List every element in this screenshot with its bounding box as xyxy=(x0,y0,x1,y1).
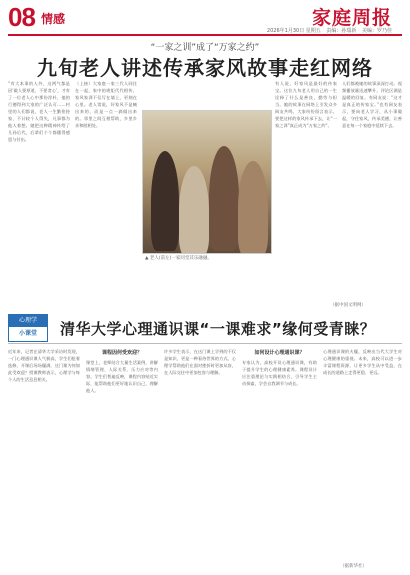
photo-caption: ▲ 老人(前左)一家同堂其乐融融。 xyxy=(145,256,212,261)
article2-headline: 清华大学心理通识课“一课难求”缘何受青睐？ xyxy=(60,320,376,338)
article-kicker: “一家之训”成了“万家之约” xyxy=(150,43,260,53)
article-text: “有大本事的人外，这两气都是因‘做人要厚道、不要贪心’，才有了一位老人心中那份淳朴，他的行德得到大家的广泛认可……村里的人们都说，老人一生勤俭持家，不计较个人得失，凡事都为他人着想。她把这种精神传给了儿孙后代，后辈们个个都懂得感恩与付出。 xyxy=(8,81,70,142)
article2-credit: （据新华社） xyxy=(340,564,367,569)
article-column-4 xyxy=(275,80,337,305)
photo-figure xyxy=(209,146,239,251)
page-number: 08 xyxy=(8,2,35,32)
article-text: 专家认为，高校开设心理通识课，有助于提升学生的心理健康素养。课程设计应注重理论与实践相结合，引导学生主动探索，学会自我调节与成长。 xyxy=(242,360,317,386)
designer-text: 美编：罗乃佳 xyxy=(361,28,392,34)
section-divider xyxy=(8,343,402,344)
photo-figure xyxy=(238,161,268,254)
article2-column-3 xyxy=(164,348,236,568)
article2-column-2 xyxy=(86,348,158,568)
badge-line-2: 小课堂 xyxy=(18,330,37,337)
article-text: 人们都被她的故事深深打动。视频播放量迅速攀升，评论区满是温暖的回复。有网友说：“这才是真正的传家宝。”也有网友表示，要向老人学习，从小事做起，守住家风，传承美德，让善意在每一个家庭中延续下去。 xyxy=(342,81,402,128)
article-text: 心理通识课的火爆，反映出当代大学生对心理健康的重视。未来，高校可以进一步丰富课程资源，让更多学生从中受益，在成长的道路上走得更稳、更远。 xyxy=(323,349,402,375)
photo-figure xyxy=(151,151,179,251)
editor-text: 责编：孙瑞新 xyxy=(326,28,357,34)
article-text: 课堂上，老师结合大量生活案例，讲解情绪管理、人际关系、压力应对等内容。学生们普遍反映，课程内容贴近实际，能帮助他们更好地认识自己、理解他人。 xyxy=(86,360,158,393)
section-title: 情感 xyxy=(41,12,66,26)
date-text: 2026年1月30日 星期五 xyxy=(266,28,321,34)
article2-column-4 xyxy=(242,348,317,568)
article-column-1 xyxy=(8,80,70,305)
article2-column-5 xyxy=(323,348,402,560)
article-text: 许多学生表示，在这门课上学到的不仅是知识，更是一种看待世界的方式。心理学帮助他们在面对挫折时更加从容，在人际交往中更加包容与理解。 xyxy=(164,349,236,375)
article2-subhead: 课程因何受欢迎？ xyxy=(101,350,142,356)
article2-column-1 xyxy=(8,348,80,568)
article-headline: 九旬老人讲述传承家风故事走红网络 xyxy=(37,56,373,80)
article-text: 有人说，好家风是最好的传家宝。这位九旬老人用自己的一生诠释了什么是善良、勤劳与担当。她的故事在网络上引发众多网友共鸣，大家纷纷留言表示，要把这样的家风传承下去，让“一家之训”真正成为“万家之约”。 xyxy=(275,81,337,128)
masthead: 家庭周报 xyxy=(311,7,392,29)
article-column-5 xyxy=(342,80,402,298)
article-text: （上接）大家庭一家三代人同住在一起，家中的规矩代代相传。家风家训不仅写在墙上，更刻在心里。老人常说，好家风不是喊出来的，而是一点一滴做出来的。邻里之间互相帮助，乡里乡亲和睦相处。 xyxy=(75,81,137,128)
article-text: 近年来，记者在清华大学采访时发现，一门心理通识课人气极高，学生们抢着选修，开课后场场爆满。这门课为何如此受欢迎？授课教师表示，心理学与每个人的生活息息相关。 xyxy=(8,349,80,382)
header-rule xyxy=(8,34,402,36)
article-column-2 xyxy=(75,80,137,305)
article2-subhead: 如何设计心理通识课？ xyxy=(254,350,305,356)
badge-line-1: 心理学 xyxy=(9,315,47,327)
dateline xyxy=(263,27,392,34)
photo-figure xyxy=(179,166,209,254)
psychology-badge xyxy=(8,314,48,342)
article-credit: （据中国文明网） xyxy=(330,303,366,308)
family-photo xyxy=(142,110,272,254)
